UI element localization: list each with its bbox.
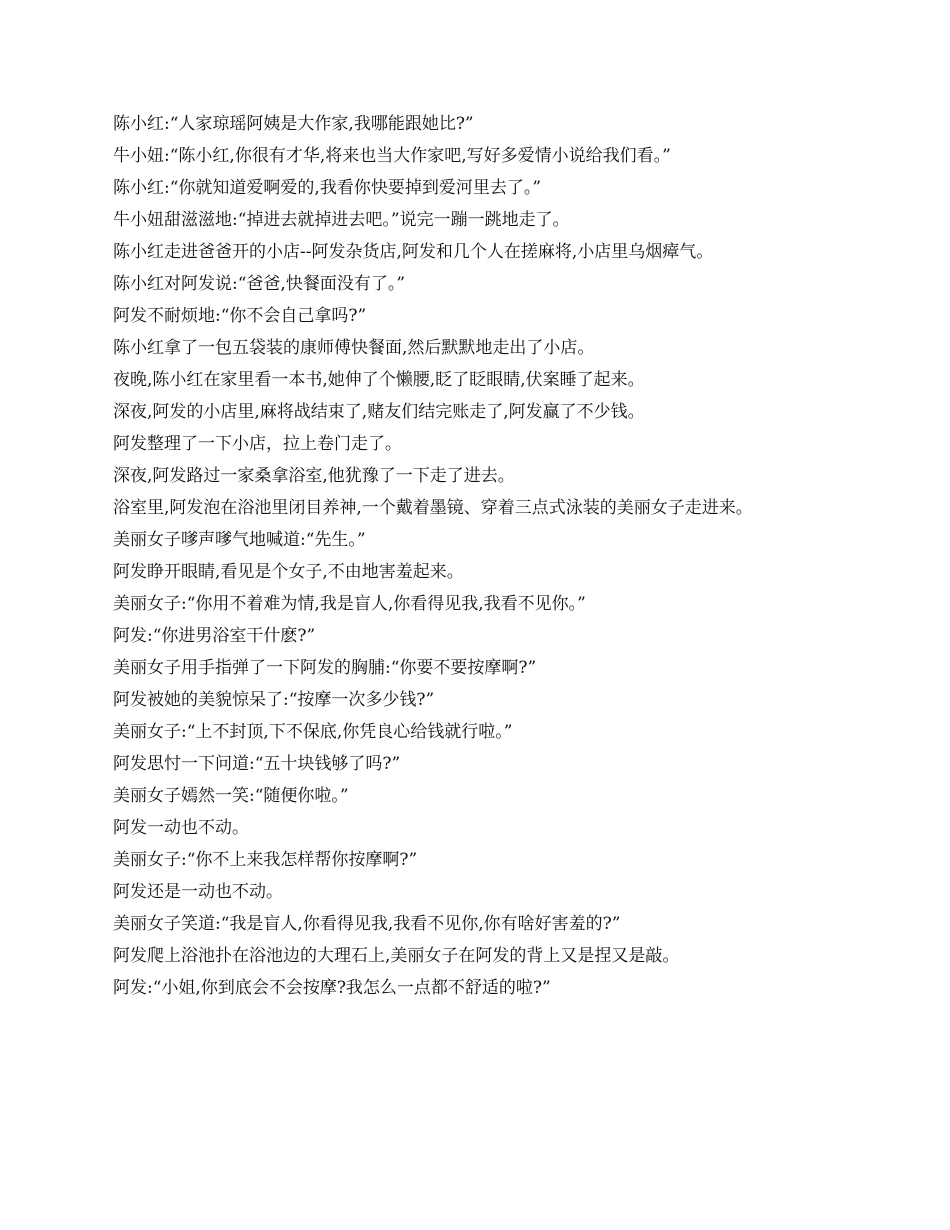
text-line: 美丽女子嫣然一笑:“随便你啦。” <box>113 786 349 806</box>
text-line: 阿发思忖一下问道:“五十块钱够了吗?” <box>113 754 401 774</box>
text-line: 阿发不耐烦地:“你不会自己拿吗?” <box>113 306 367 326</box>
text-line: 夜晚,陈小红在家里看一本书,她伸了个懒腰,眨了眨眼睛,伏案睡了起来。 <box>113 370 645 390</box>
text-line: 浴室里,阿发泡在浴池里闭目养神,一个戴着墨镜、穿着三点式泳装的美丽女子走进来。 <box>113 498 753 518</box>
text-line: 阿发睁开眼睛,看见是个女子,不由地害羞起来。 <box>113 562 464 582</box>
text-line: 陈小红:“人家琼瑶阿姨是大作家,我哪能跟她比?” <box>113 114 474 134</box>
text-line: 美丽女子:“你不上来我怎样帮你按摩啊?” <box>113 850 418 870</box>
text-line: 美丽女子用手指弹了一下阿发的胸脯:“你要不要按摩啊?” <box>113 658 537 678</box>
text-line: 阿发被她的美貌惊呆了:“按摩一次多少钱?” <box>113 690 435 710</box>
text-line: 阿发爬上浴池扑在浴池边的大理石上,美丽女子在阿发的背上又是捏又是敲。 <box>113 946 680 966</box>
text-line: 牛小妞甜滋滋地:“掉进去就掉进去吧。”说完一蹦一跳地走了。 <box>113 210 570 230</box>
text-line: 牛小妞:“陈小红,你很有才华,将来也当大作家吧,写好多爱情小说给我们看。” <box>113 146 671 166</box>
text-line: 阿发整理了一下小店，拉上卷门走了。 <box>113 434 402 454</box>
text-line: 美丽女子嗲声嗲气地喊道:“先生。” <box>113 530 366 550</box>
text-line: 深夜,阿发的小店里,麻将战结束了,赌友们结完账走了,阿发赢了不少钱。 <box>113 402 645 422</box>
text-line: 陈小红:“你就知道爱啊爱的,我看你快要掉到爱河里去了。” <box>113 178 542 198</box>
text-line: 美丽女子笑道:“我是盲人,你看得见我,我看不见你,你有啥好害羞的?” <box>113 914 621 934</box>
text-line: 阿发:“小姐,你到底会不会按摩?我怎么一点都不舒适的啦?” <box>113 978 551 998</box>
text-line: 陈小红走进爸爸开的小店--阿发杂货店,阿发和几个人在搓麻将,小店里乌烟瘴气。 <box>113 242 714 262</box>
story-text <box>113 108 913 1004</box>
text-line: 陈小红对阿发说:“爸爸,快餐面没有了。” <box>113 274 406 294</box>
text-line: 深夜,阿发路过一家桑拿浴室,他犹豫了一下走了进去。 <box>113 466 515 486</box>
text-line: 美丽女子:“你用不着难为情,我是盲人,你看得见我,我看不见你。” <box>113 594 586 614</box>
text-line: 阿发一动也不动。 <box>113 818 249 838</box>
text-line: 美丽女子:“上不封顶,下不保底,你凭良心给钱就行啦。” <box>113 722 513 742</box>
text-line: 阿发还是一动也不动。 <box>113 882 283 902</box>
text-line: 阿发:“你进男浴室干什麽?” <box>113 626 316 646</box>
text-line: 陈小红拿了一包五袋装的康师傅快餐面,然后默默地走出了小店。 <box>113 338 595 358</box>
